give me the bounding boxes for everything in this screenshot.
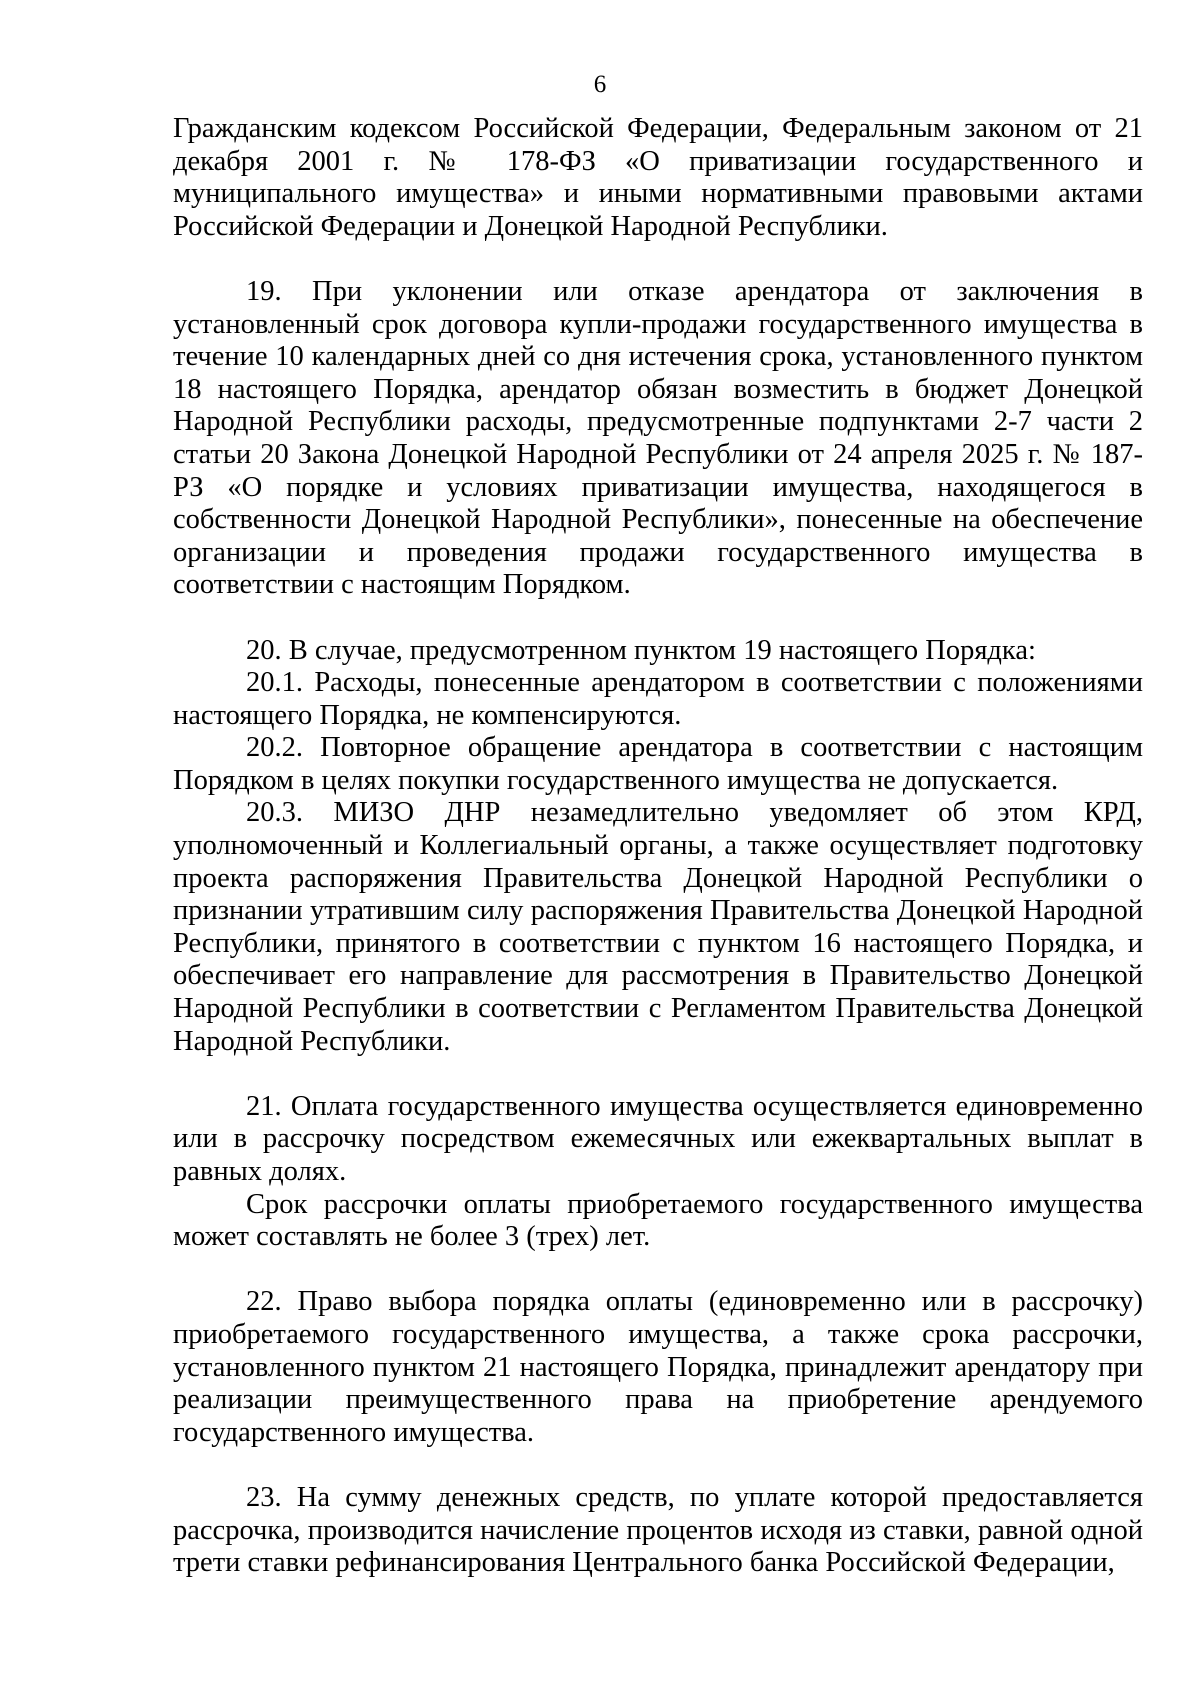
paragraph-gap: [173, 1449, 1143, 1482]
paragraph-item-19: 19. При уклонении или отказе арендатора от заключения в установленный срок договора купли-продажи государственного имущества в течение 10 календарных дней со дня истечения срока, установленного пунктом 18 настоящего Порядка, арендатор обязан возместить в бюджет Донецкой Народной Республики расходы, предусмотренные подпунктами 2-7 части 2 статьи 20 Закона Донецкой Народной Республики от 24 апреля 2025 г. № 187-РЗ «О порядке и условиях приватизации имущества, находящегося в собственности Донецкой Народной Республики», понесенные на обеспечение организации и проведения продажи государственного имущества в соответствии с настоящим Порядком.: [173, 275, 1143, 601]
paragraph-gap: [173, 602, 1143, 635]
paragraph-item-20-3: 20.3. МИЗО ДНР незамедлительно уведомляет об этом КРД, уполномоченный и Коллегиальный органы, а также осуществляет подготовку проекта распоряжения Правительства Донецкой Народной Республики о признании утратившим силу распоряжения Правительства Донецкой Народной Республики, принятого в соответствии с пунктом 16 настоящего Порядка, и обеспечивает его направление для рассмотрения в Правительство Донецкой Народной Республики в соответствии с Регламентом Правительства Донецкой Народной Республики.: [173, 797, 1143, 1057]
paragraph-item-21-term: Срок рассрочки оплаты приобретаемого государственного имущества может составлять не более 3 (трех) лет.: [173, 1188, 1143, 1253]
paragraph-item-23: 23. На сумму денежных средств, по уплате которой предоставляется рассрочка, производится начисление процентов исходя из ставки, равной одной трети ставки рефинансирования Центрального банка Российской Федерации,: [173, 1481, 1143, 1579]
page-number: 6: [593, 71, 607, 98]
paragraph-item-20: 20. В случае, предусмотренном пунктом 19 настоящего Порядка:: [246, 634, 1036, 666]
paragraph-gap: [173, 1058, 1143, 1091]
document-body: [173, 113, 1143, 1580]
paragraph-continuation: Гражданским кодексом Российской Федерации, Федеральным законом от 21 декабря 2001 г. № 178-ФЗ «О приватизации государственного и муниципального имущества» и иными нормативными правовыми актами Российской Федерации и Донецкой Народной Республики.: [173, 113, 1143, 242]
paragraph-item-20-2: 20.2. Повторное обращение арендатора в соответствии с настоящим Порядком в целях покупки государственного имущества не допускается.: [173, 732, 1143, 796]
paragraph-item-22: 22. Право выбора порядка оплаты (единовременно или в рассрочку) приобретаемого государственного имущества, а также срока рассрочки, установленного пунктом 21 настоящего Порядка, принадлежит арендатору при реализации преимущественного права на приобретение арендуемого государственного имущества.: [173, 1286, 1143, 1448]
paragraph-gap: [173, 243, 1143, 276]
paragraph-item-20-1: 20.1. Расходы, понесенные арендатором в соответствии с положениями настоящего Порядка, не компенсируются.: [173, 667, 1143, 731]
paragraph-item-21: 21. Оплата государственного имущества осуществляется единовременно или в рассрочку посредством ежемесячных или ежеквартальных выплат в равных долях.: [173, 1090, 1143, 1187]
paragraph-gap: [173, 1254, 1143, 1287]
